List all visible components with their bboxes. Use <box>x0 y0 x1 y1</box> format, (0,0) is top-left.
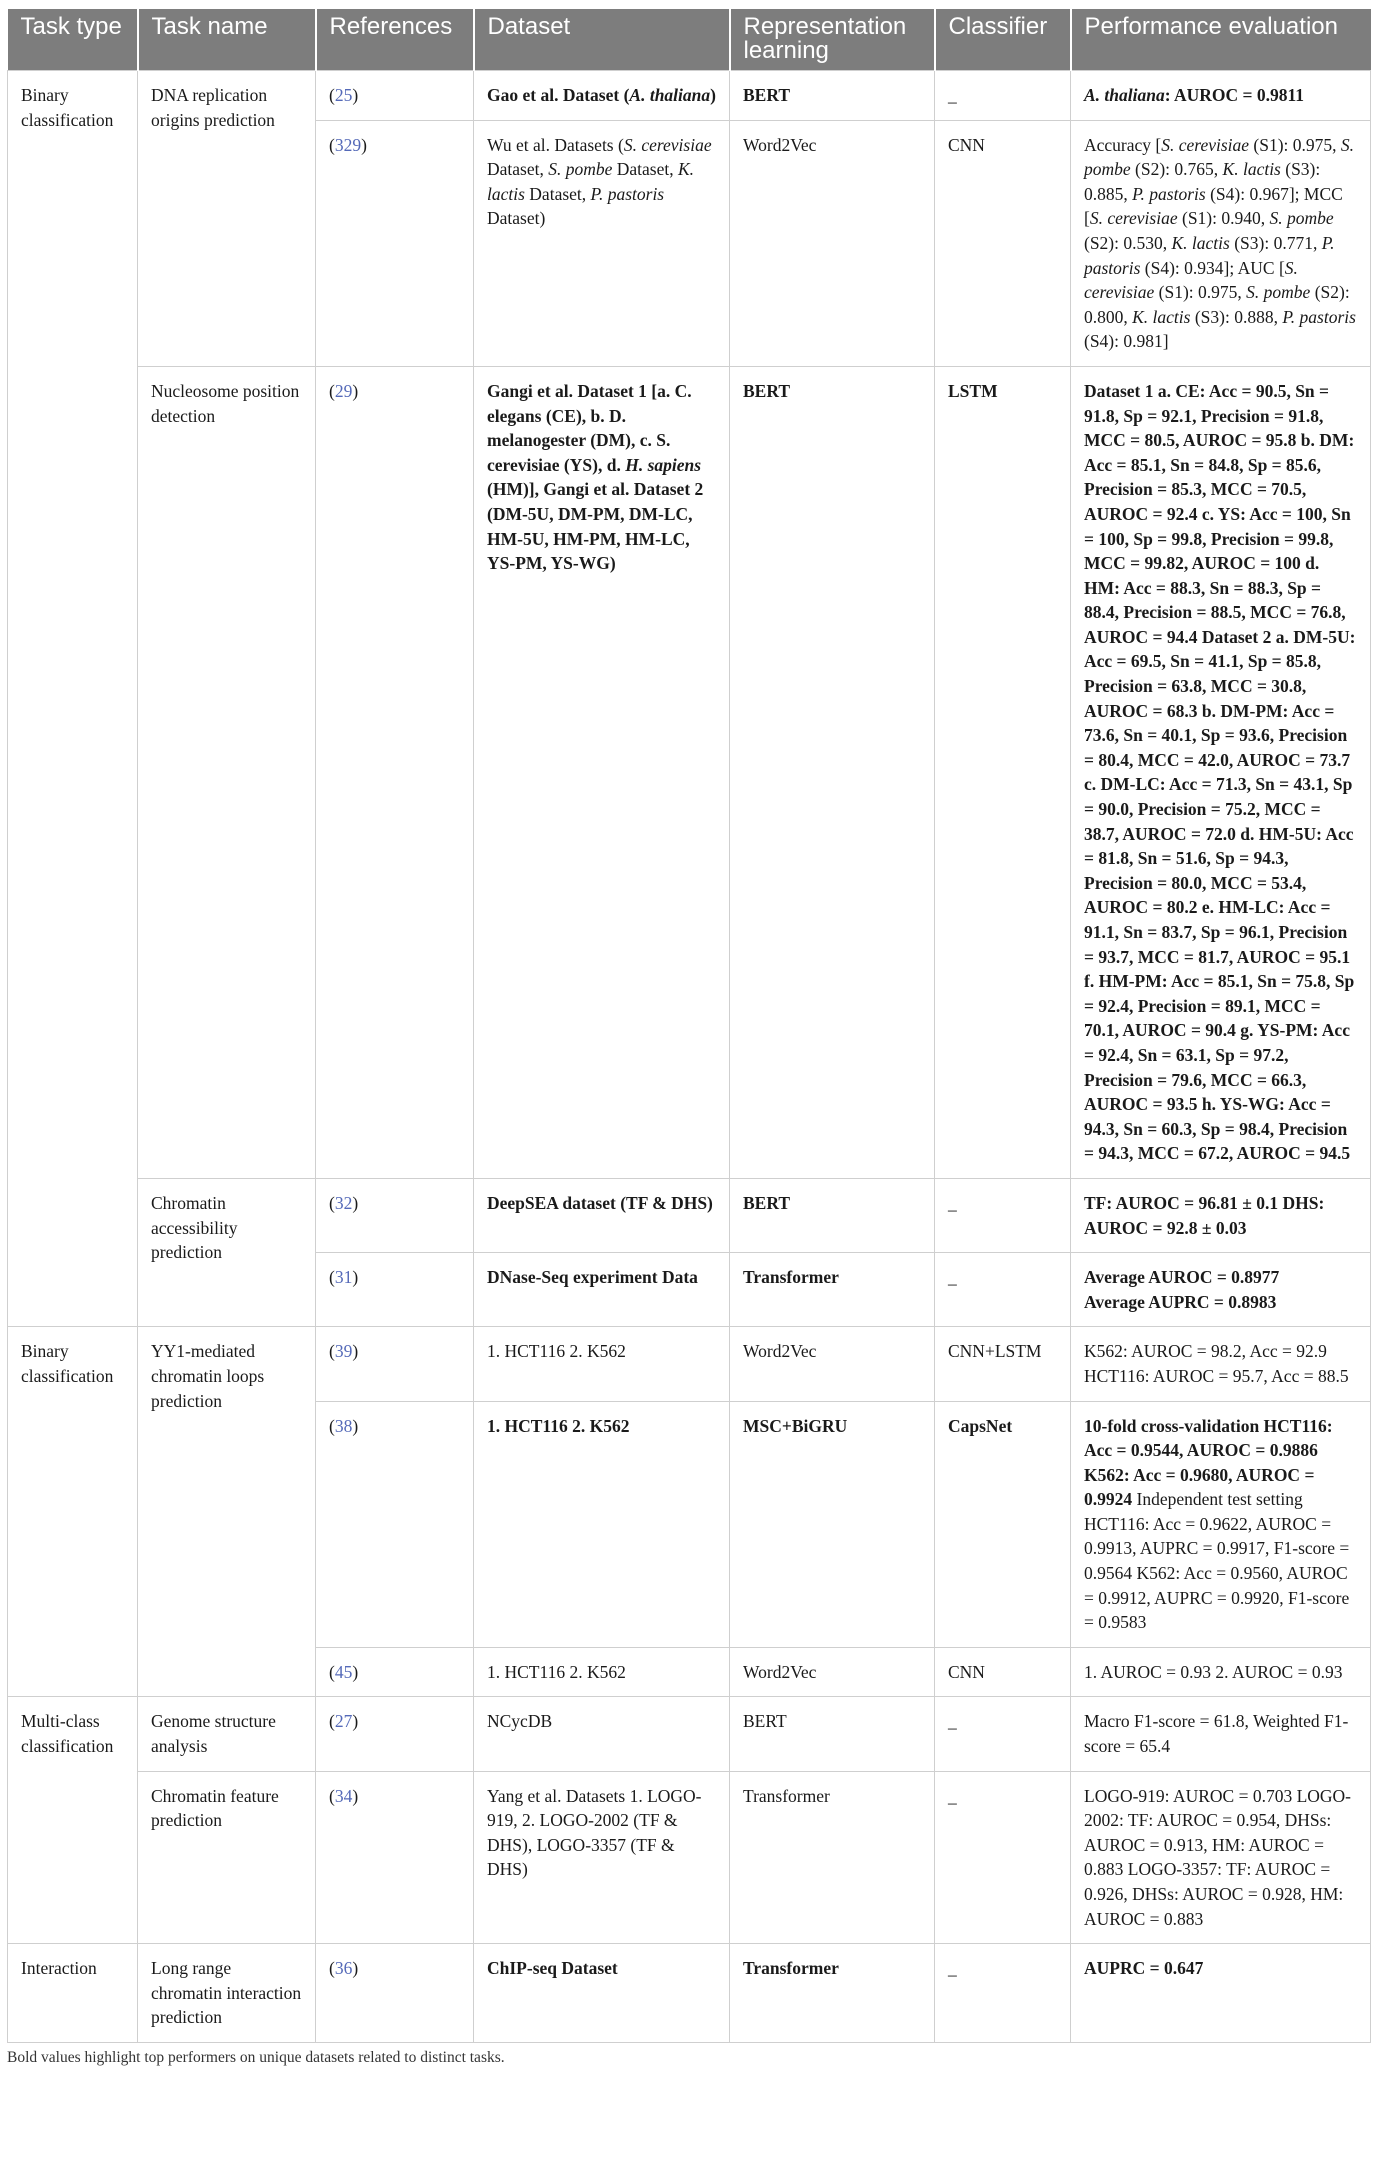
reference-cell: (329) <box>316 120 474 366</box>
task-name-cell: YY1-mediated chromatin loops prediction <box>138 1327 316 1697</box>
representation-cell: Word2Vec <box>730 1647 935 1697</box>
performance-cell: Average AUROC = 0.8977 Average AUPRC = 0.8983 <box>1071 1253 1371 1327</box>
representation-cell: Transformer <box>730 1771 935 1944</box>
reference-link[interactable]: 329 <box>334 134 362 155</box>
header-task-name: Task name <box>138 9 316 71</box>
classifier-cell: _ <box>935 1697 1071 1771</box>
task-name-cell: Nucleosome position detection <box>138 366 316 1178</box>
representation-cell: BERT <box>730 366 935 1178</box>
dataset-cell: 1. HCT116 2. K562 <box>474 1327 730 1401</box>
classifier-cell: CNN <box>935 120 1071 366</box>
performance-cell: TF: AUROC = 96.81 ± 0.1 DHS: AUROC = 92.8 ± 0.03 <box>1071 1178 1371 1252</box>
table-footnote: Bold values highlight top performers on unique datasets related to distinct tasks. <box>7 2049 505 2066</box>
reference-link[interactable]: 29 <box>334 380 353 401</box>
classifier-cell: LSTM <box>935 366 1071 1178</box>
table-row <box>8 1944 1371 2043</box>
classifier-cell: _ <box>935 1178 1071 1252</box>
reference-link[interactable]: 38 <box>334 1415 353 1436</box>
dataset-cell: Wu et al. Datasets (S. cerevisiae Dataset, S. pombe Dataset, K. lactis Dataset, P. pastoris Dataset) <box>474 120 730 366</box>
task-name-cell: Chromatin accessibility prediction <box>138 1178 316 1326</box>
dataset-cell: ChIP-seq Dataset <box>474 1944 730 2043</box>
performance-cell: LOGO-919: AUROC = 0.703 LOGO-2002: TF: AUROC = 0.954, DHSs: AUROC = 0.913, HM: AUROC = 0.883 LOGO-3357: TF: AUROC = 0.926, DHSs: AUROC = 0.928, HM: AUROC = 0.883 <box>1071 1771 1371 1944</box>
performance-cell: Dataset 1 a. CE: Acc = 90.5, Sn = 91.8, Sp = 92.1, Precision = 91.8, MCC = 80.5, AUROC = 95.8 b. DM: Acc = 85.1, Sn = 84.8, Sp = 85.6, Precision = 85.3, MCC = 70.5, AUROC = 92.4 c. YS: Acc = 100, Sn = 100, Sp = 99.8, Precision = 99.8, MCC = 99.82, AUROC = 100 d. HM: Acc = 88.3, Sn = 88.3, Sp = 88.4, Precision = 88.5, MCC = 76.8, AUROC = 94.4 Dataset 2 a. DM-5U: Acc = 69.5, Sn = 41.1, Sp = 85.8, Precision = 63.8, MCC = 30.8, AUROC = 68.3 b. DM-PM: Acc = 73.6, Sn = 40.1, Sp = 93.6, Precision = 80.4, MCC = 42.0, AUROC = 73.7 c. DM-LC: Acc = 71.3, Sn = 43.1, Sp = 90.0, Precision = 75.2, MCC = 38.7, AUROC = 72.0 d. HM-5U: Acc = 81.8, Sn = 51.6, Sp = 94.3, Precision = 80.0, MCC = 53.4, AUROC = 80.2 e. HM-LC: Acc = 91.1, Sn = 83.7, Sp = 96.1, Precision = 93.7, MCC = 81.7, AUROC = 95.1 f. HM-PM: Acc = 85.1, Sn = 75.8, Sp = 92.4, Precision = 89.1, MCC = 70.1, AUROC = 90.4 g. YS-PM: Acc = 92.4, Sn = 63.1, Sp = 97.2, Precision = 79.6, MCC = 66.3, AUROC = 93.5 h. YS-WG: Acc = 94.3, Sn = 60.3, Sp = 98.4, Precision = 94.3, MCC = 67.2, AUROC = 94.5 <box>1071 366 1371 1178</box>
task-name-cell: DNA replication origins prediction <box>138 71 316 367</box>
classifier-cell: _ <box>935 71 1071 121</box>
table-row <box>8 1771 1371 1944</box>
dataset-cell: 1. HCT116 2. K562 <box>474 1647 730 1697</box>
reference-cell: (29) <box>316 366 474 1178</box>
dataset-cell: Gangi et al. Dataset 1 [a. C. elegans (CE), b. D. melanogester (DM), c. S. cerevisiae (YS), d. H. sapiens (HM)], Gangi et al. Dataset 2 (DM-5U, DM-PM, DM-LC, HM-5U, HM-PM, HM-LC, YS-PM, YS-WG) <box>474 366 730 1178</box>
dataset-cell: DeepSEA dataset (TF & DHS) <box>474 1178 730 1252</box>
performance-cell: A. thaliana: AUROC = 0.9811 <box>1071 71 1371 121</box>
header-representation-learning: Representation learning <box>730 9 935 71</box>
classifier-cell: CNN+LSTM <box>935 1327 1071 1401</box>
reference-cell: (32) <box>316 1178 474 1252</box>
header-dataset: Dataset <box>474 9 730 71</box>
task-type-cell: Binary classification <box>8 1327 138 1697</box>
task-name-cell: Long range chromatin interaction prediction <box>138 1944 316 2043</box>
task-type-cell: Binary classification <box>8 71 138 1327</box>
table-row <box>8 1697 1371 1771</box>
representation-cell: Transformer <box>730 1253 935 1327</box>
header-task-type: Task type <box>8 9 138 71</box>
performance-cell: AUPRC = 0.647 <box>1071 1944 1371 2043</box>
representation-cell: BERT <box>730 1697 935 1771</box>
classifier-cell: _ <box>935 1253 1071 1327</box>
performance-cell: 1. AUROC = 0.93 2. AUROC = 0.93 <box>1071 1647 1371 1697</box>
reference-link[interactable]: 39 <box>334 1341 353 1362</box>
representation-cell: Word2Vec <box>730 120 935 366</box>
reference-cell: (39) <box>316 1327 474 1401</box>
reference-link[interactable]: 27 <box>334 1711 353 1732</box>
reference-cell: (34) <box>316 1771 474 1944</box>
header-references: References <box>316 9 474 71</box>
reference-cell: (31) <box>316 1253 474 1327</box>
task-name-cell: Genome structure analysis <box>138 1697 316 1771</box>
reference-link[interactable]: 45 <box>334 1661 353 1682</box>
task-type-cell: Interaction <box>8 1944 138 2043</box>
classifier-cell: CapsNet <box>935 1401 1071 1647</box>
task-type-cell: Multi-class classification <box>8 1697 138 1944</box>
performance-cell: K562: AUROC = 98.2, Acc = 92.9 HCT116: AUROC = 95.7, Acc = 88.5 <box>1071 1327 1371 1401</box>
representation-cell: Transformer <box>730 1944 935 2043</box>
performance-cell: 10-fold cross-validation HCT116: Acc = 0.9544, AUROC = 0.9886 K562: Acc = 0.9680, AUROC = 0.9924 Independent test setting HCT116: Acc = 0.9622, AUROC = 0.9913, AUPRC = 0.9917, F1-score = 0.9564 K562: Acc = 0.9560, AUROC = 0.9912, AUPRC = 0.9920, F1-score = 0.9583 <box>1071 1401 1371 1647</box>
reference-link[interactable]: 31 <box>334 1267 353 1288</box>
reference-cell: (27) <box>316 1697 474 1771</box>
header-row <box>8 9 1371 71</box>
dataset-cell: Gao et al. Dataset (A. thaliana) <box>474 71 730 121</box>
dataset-cell: Yang et al. Datasets 1. LOGO-919, 2. LOGO-2002 (TF & DHS), LOGO-3357 (TF & DHS) <box>474 1771 730 1944</box>
performance-cell: Macro F1-score = 61.8, Weighted F1-score = 65.4 <box>1071 1697 1371 1771</box>
dataset-cell: DNase-Seq experiment Data <box>474 1253 730 1327</box>
reference-link[interactable]: 34 <box>334 1785 353 1806</box>
classifier-cell: _ <box>935 1771 1071 1944</box>
reference-link[interactable]: 36 <box>334 1958 353 1979</box>
classifier-cell: _ <box>935 1944 1071 2043</box>
representation-cell: BERT <box>730 1178 935 1252</box>
reference-link[interactable]: 25 <box>334 85 353 105</box>
table-row <box>8 1327 1371 1401</box>
reference-cell: (45) <box>316 1647 474 1697</box>
results-table <box>7 9 1371 2043</box>
representation-cell: BERT <box>730 71 935 121</box>
table-row <box>8 71 1371 121</box>
dataset-cell: NCycDB <box>474 1697 730 1771</box>
classifier-cell: CNN <box>935 1647 1071 1697</box>
dataset-cell: 1. HCT116 2. K562 <box>474 1401 730 1647</box>
table-row <box>8 1178 1371 1252</box>
table-row <box>8 366 1371 1178</box>
reference-link[interactable]: 32 <box>334 1192 353 1213</box>
header-performance-evaluation: Performance evaluation <box>1071 9 1371 71</box>
task-name-cell: Chromatin feature prediction <box>138 1771 316 1944</box>
reference-cell: (38) <box>316 1401 474 1647</box>
header-classifier: Classifier <box>935 9 1071 71</box>
reference-cell: (25) <box>316 71 474 121</box>
reference-cell: (36) <box>316 1944 474 2043</box>
representation-cell: Word2Vec <box>730 1327 935 1401</box>
performance-cell: Accuracy [S. cerevisiae (S1): 0.975, S. pombe (S2): 0.765, K. lactis (S3): 0.885, P. pastoris (S4): 0.967]; MCC [S. cerevisiae (S1): 0.940, S. pombe (S2): 0.530, K. lactis (S3): 0.771, P. pastoris (S4): 0.934]; AUC [S. cerevisiae (S1): 0.975, S. pombe (S2): 0.800, K. lactis (S3): 0.888, P. pastoris (S4): 0.981] <box>1071 120 1371 366</box>
representation-cell: MSC+BiGRU <box>730 1401 935 1647</box>
